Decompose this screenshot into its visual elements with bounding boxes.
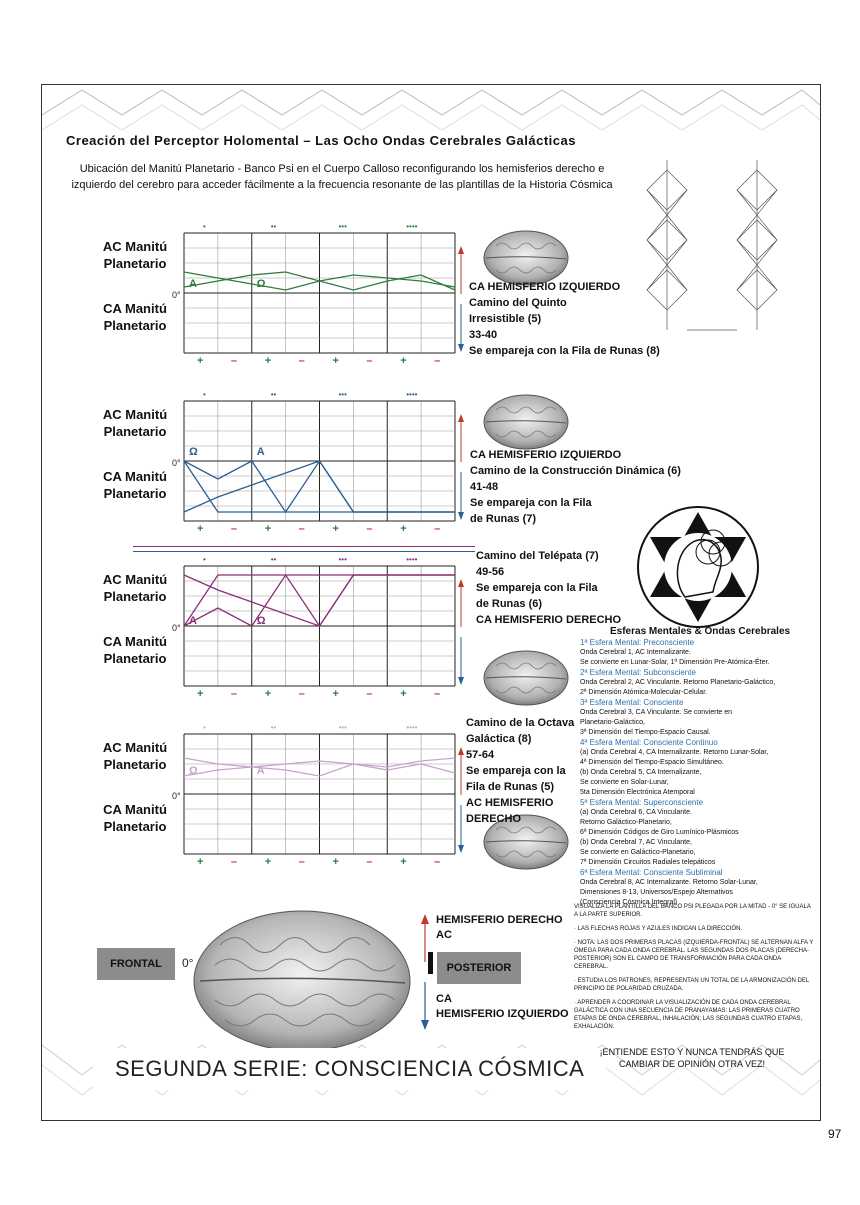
phase-symbol: A [189, 615, 197, 627]
description-line: Se empareja con la Fila [470, 497, 592, 509]
sphere-line: Onda Cerebral 1, AC Internalizante. [580, 649, 691, 656]
left-hemisphere-label [436, 992, 569, 1022]
polarity-sign: + [400, 355, 407, 367]
sphere-heading: 5ª Esfera Mental: Superconsciente [580, 798, 704, 807]
dot-marker: •••• [406, 555, 418, 564]
note-item: · NOTA: LAS DOS PRIMERAS PLACAS (IZQUIERDA-FRONTAL) SE ALTERNAN ALFA Y OMEGA PARA CADA ONDA CEREBRAL. LAS SEGUNDAS DOS PLACAS (DERECHA-POSTERIOR) SON EL CAMPO DE TRANSFORMACIÓN PARA CADA ONDA CEREBRAL. [574, 940, 814, 970]
sphere-line: (a) Onda Cerebral 4, CA Internalizante. Retorno Lunar-Solar, [580, 749, 769, 756]
phase-symbol: Ω [189, 765, 198, 777]
note-item: VISUALIZA LA PLANTILLA DEL BANCO PSI PLEGADA POR LA MITAD - 0° SE IGUALA A LA PARTE SUPERIOR. [574, 904, 811, 918]
sphere-line: 5ta Dimensión Electrónica Atemporal [580, 789, 695, 796]
phase-symbol: Ω [256, 278, 266, 290]
ac-label: AC Manitú Planetario [102, 407, 168, 439]
polarity-sign: – [366, 355, 373, 367]
dot-marker: •••• [406, 390, 418, 399]
polarity-sign: + [264, 856, 272, 868]
polarity-sign: + [332, 688, 339, 700]
description-line: CA HEMISFERIO DERECHO [476, 614, 622, 626]
polarity-sign: + [332, 856, 339, 868]
dot-marker: ••• [338, 222, 347, 231]
small-brain-image [482, 392, 570, 452]
description-line: Irresistible (5) [469, 313, 542, 325]
closing-quote: ¡ENTIENDE ESTO Y NUNCA TENDRÁS QUE CAMBIAR DE OPINIÓN OTRA VEZ! [599, 1047, 785, 1069]
polarity-sign: – [230, 355, 237, 367]
description-line: CA HEMISFERIO IZQUIERDO [470, 449, 622, 461]
description-line: Camino de la Octava [466, 717, 575, 729]
zero-mark: 0° [172, 458, 181, 468]
sphere-line: 7ª Dimensión Circuitos Radiales telepáticos [580, 859, 716, 866]
posterior-label: POSTERIOR [437, 952, 521, 984]
spheres-list [580, 638, 815, 908]
polarity-sign: + [197, 856, 204, 868]
notes-list [574, 903, 814, 1037]
ca-label: CA Manitú Planetario [103, 469, 167, 501]
spheres-title: Esferas Mentales & Ondas Cerebrales [610, 626, 791, 637]
description-line: de Runas (6) [476, 598, 543, 610]
polarity-sign: – [230, 688, 237, 700]
phase-symbol: A [256, 446, 265, 458]
description-line: Camino del Telépata (7) [476, 550, 599, 562]
description-line: 33-40 [469, 329, 498, 341]
description-line: DERECHO [466, 813, 522, 825]
description-line: Se empareja con la Fila [476, 582, 598, 594]
note-item: · APRENDER A COORDINAR LA VISUALIZACIÓN DE CADA ONDA CEREBRAL GALÁCTICA CON UNA SECUENCIA DE PRANAYAMAS: LAS PRIMERAS CUATRO ETAPAS DE ONDA CEREBRAL, INHALACIÓN; LAS SEGUNDAS CUATRO ETAPAS, EXHALACIÓN. [574, 1000, 803, 1030]
polarity-sign: + [197, 688, 204, 700]
polarity-sign: + [264, 523, 272, 535]
direction-arrows [419, 912, 431, 1032]
dot-marker: • [203, 555, 206, 564]
polarity-sign: – [298, 355, 305, 367]
sphere-line: Se convierte en Solar-Lunar, [580, 779, 669, 786]
sphere-line: (b) Onda Cerebral 7, AC Vinculante, [580, 839, 692, 846]
sphere-heading: 3ª Esfera Mental: Consciente [580, 698, 684, 707]
small-brain-image [482, 648, 570, 708]
dot-marker: • [203, 390, 206, 399]
ca-label: CA Manitú Planetario [103, 301, 167, 333]
description-line: Fila de Runas (5) [466, 781, 555, 793]
dot-marker: •• [270, 390, 277, 399]
brain-zero-mark: 0° [182, 956, 194, 970]
sphere-line: (Consciencia Cósmica Integral) [580, 899, 678, 906]
sphere-line: Onda Cerebral 3, CA Vinculante. Se convierte en [580, 709, 733, 716]
polarity-sign: – [298, 856, 305, 868]
description-line: 57-64 [466, 749, 495, 761]
ca-label: CA Manitú Planetario [103, 634, 167, 666]
polarity-sign: – [434, 856, 441, 868]
wave-description [470, 447, 681, 527]
polarity-sign: – [366, 688, 373, 700]
wave-description [469, 279, 660, 359]
sphere-line: 6ª Dimensión Códigos de Giro Lumínico-Plásmicos [580, 829, 739, 836]
dot-marker: • [203, 723, 206, 732]
frontal-label: FRONTAL [97, 948, 175, 980]
polarity-sign: – [434, 688, 441, 700]
sphere-line: Se convierte en Lunar-Solar, 1ª Dimensión Pre-Atómica-Éter. [580, 659, 770, 666]
description-line: Se empareja con la Fila de Runas (8) [469, 345, 660, 357]
description-line: 41-48 [470, 481, 499, 493]
dot-marker: •• [270, 723, 277, 732]
dot-marker: ••• [338, 723, 347, 732]
description-line: Camino del Quinto [469, 297, 567, 309]
wave-description [476, 548, 621, 628]
polarity-sign: – [298, 688, 305, 700]
sphere-line: (a) Onda Cerebral 6, CA Vinculante. [580, 809, 692, 816]
polarity-sign: – [434, 355, 441, 367]
polarity-sign: – [366, 856, 373, 868]
polarity-sign: + [197, 355, 204, 367]
ca-label: CA Manitú Planetario [103, 802, 167, 834]
sphere-line: 2ª Dimensión Atómica-Molecular-Celular. [580, 689, 708, 696]
description-line: Se empareja con la [466, 765, 566, 777]
ca-text: CA [436, 993, 452, 1005]
phase-symbol: Ω [256, 615, 266, 627]
dot-marker: •• [270, 222, 277, 231]
sphere-line: Onda Cerebral 2, AC Vinculante. Retorno Planetario-Galáctico, [580, 679, 776, 686]
sphere-line: Se convierte en Galáctico-Planetario, [580, 849, 696, 856]
zero-mark: 0° [172, 623, 181, 633]
zero-mark: 0° [172, 290, 181, 300]
brainwave-chart-1 [183, 232, 456, 354]
dot-marker: •• [270, 555, 277, 564]
dot-marker: ••• [338, 390, 347, 399]
series-banner: SEGUNDA SERIE: CONSCIENCIA CÓSMICA [93, 1048, 605, 1090]
polarity-sign: + [332, 523, 339, 535]
page-title: Creación del Perceptor Holomental – Las Ocho Ondas Cerebrales Galácticas [66, 133, 576, 148]
polarity-sign: – [230, 523, 237, 535]
polarity-sign: + [400, 856, 407, 868]
zero-mark: 0° [172, 791, 181, 801]
phase-symbol: A [189, 278, 197, 290]
note-item: · ESTUDIA LOS PATRONES, REPRESENTAN UN TOTAL DE LA ARMONIZACIÓN DEL PRINCIPIO DE POLARIDAD CRUZADA. [574, 978, 809, 992]
sphere-heading: 1ª Esfera Mental: Preconsciente [580, 638, 695, 647]
direction-arrow [456, 577, 466, 687]
sphere-line: Dimensiones 8-13, Universos/Espejo Alternativos [580, 889, 733, 896]
polarity-sign: + [264, 688, 272, 700]
note-item: · LAS FLECHAS ROJAS Y AZULES INDICAN LA DIRECCIÓN. [574, 926, 743, 932]
sphere-line: (b) Onda Cerebral 5, CA Internalizante, [580, 769, 702, 776]
brainwave-chart-3 [183, 565, 456, 687]
sphere-line: Retorno Galáctico-Planetario, [580, 819, 672, 826]
description-line: de Runas (7) [470, 513, 537, 525]
brainwave-chart-2 [183, 400, 456, 522]
polarity-sign: – [230, 856, 237, 868]
right-hemisphere-text: HEMISFERIO DERECHO [436, 914, 563, 926]
polarity-sign: + [332, 355, 339, 367]
page-number: 97 [828, 1127, 842, 1141]
description-line: AC HEMISFERIO [466, 797, 554, 809]
sphere-heading: 2ª Esfera Mental: Subconsciente [580, 668, 696, 677]
dot-marker: ••• [338, 555, 347, 564]
polarity-sign: – [434, 523, 441, 535]
description-line: Camino de la Construcción Dinámica (6) [470, 465, 681, 477]
sphere-line: Onda Cerebral 8, AC Internalizante. Retorno Solar-Lunar, [580, 879, 758, 886]
right-hemisphere-label [436, 913, 563, 943]
direction-arrow [456, 745, 466, 855]
direction-arrow [456, 244, 466, 354]
description-line: CA HEMISFERIO IZQUIERDO [469, 281, 621, 293]
section-divider [133, 546, 475, 552]
polarity-sign: + [264, 355, 272, 367]
polarity-sign: – [366, 523, 373, 535]
polarity-sign: + [197, 523, 204, 535]
ac-text: AC [436, 929, 452, 941]
left-hemisphere-text: HEMISFERIO IZQUIERDO [436, 1008, 569, 1020]
direction-arrow [456, 412, 466, 522]
description-line: Galáctica (8) [466, 733, 532, 745]
dot-marker: • [203, 222, 206, 231]
polarity-sign: + [400, 523, 407, 535]
sphere-line: 4ª Dimensión del Tiempo-Espacio Simultáneo. [580, 759, 724, 766]
ac-label: AC Manitú Planetario [102, 740, 168, 772]
dot-marker: •••• [406, 222, 418, 231]
ac-label: AC Manitú Planetario [102, 239, 168, 271]
polarity-sign: + [400, 688, 407, 700]
phase-symbol: A [256, 765, 265, 777]
page-subtitle: Ubicación del Manitú Planetario - Banco Psi en el Cuerpo Calloso reconfigurando los hemisferios derecho e izquierdo del cerebro para acceder fácilmente a la frecuencia resonante de las plantillas de la Historia Cósmica [71, 163, 613, 191]
sphere-line: 3ª Dimensión del Tiempo-Espacio Causal. [580, 729, 711, 736]
large-brain-image [190, 905, 415, 1057]
dot-marker: •••• [406, 723, 418, 732]
wave-description [466, 715, 574, 827]
ac-label: AC Manitú Planetario [102, 572, 168, 604]
polarity-sign: – [298, 523, 305, 535]
brainwave-chart-4 [183, 733, 456, 855]
phase-symbol: Ω [189, 446, 198, 458]
sphere-heading: 6ª Esfera Mental: Consciente Subliminal [580, 868, 723, 877]
sphere-line: Planetario-Galáctico, [580, 719, 645, 726]
description-line: 49-56 [476, 566, 505, 578]
sphere-heading: 4ª Esfera Mental: Consciente Continuo [580, 738, 718, 747]
